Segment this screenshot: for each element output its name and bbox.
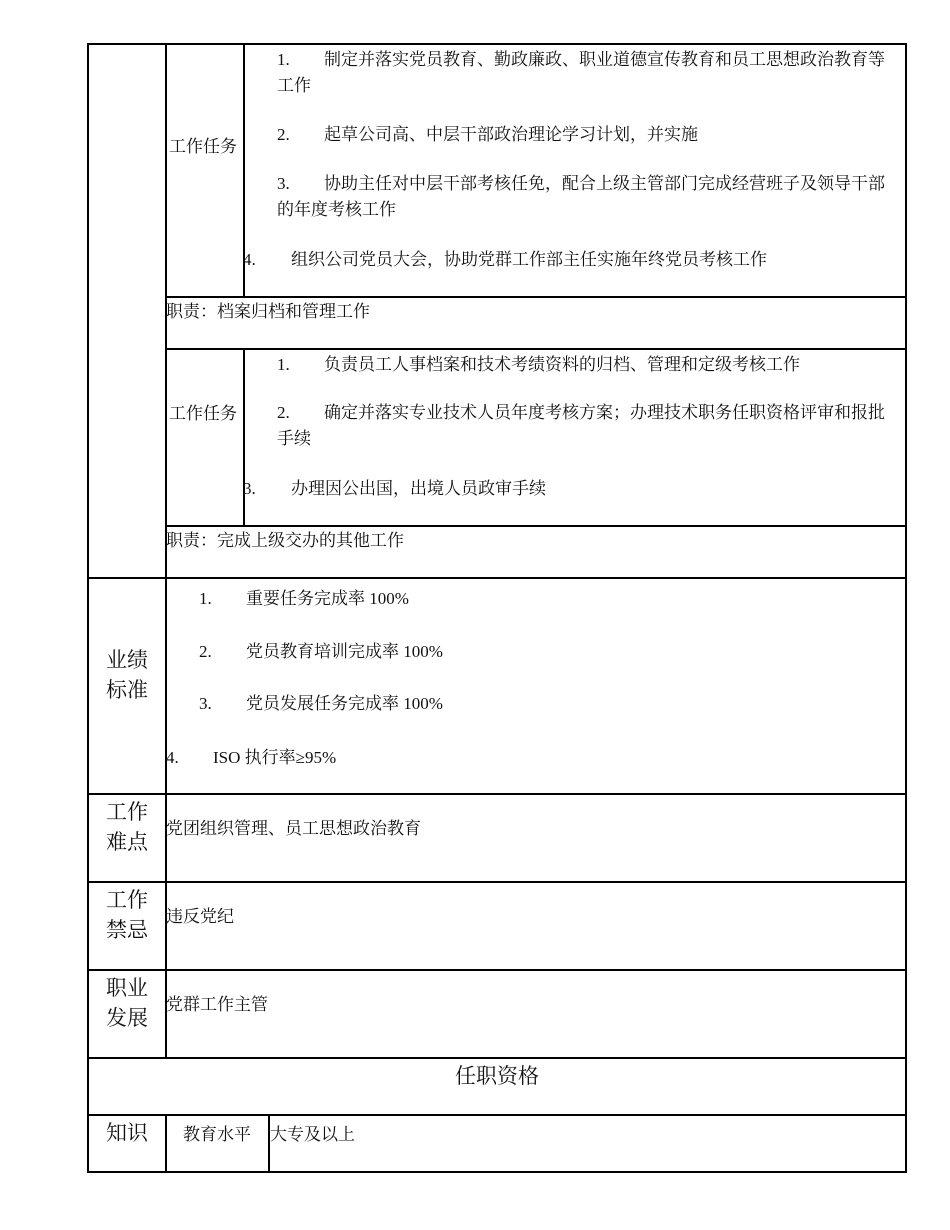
row-divider (87, 969, 907, 971)
career-value: 党群工作主管 (166, 995, 268, 1014)
row-divider (165, 348, 907, 350)
task-text: 确定并落实专业技术人员年度考核方案；办理技术职务任职资格评审和报批手续 (277, 403, 885, 448)
education-value: 大专及以上 (270, 1125, 355, 1144)
performance-number: 4. (166, 748, 179, 767)
performance-item: 党员发展任务完成率 100% (246, 694, 443, 713)
task-number: 4. (243, 250, 256, 269)
qualification-header: 任职资格 (455, 1064, 539, 1088)
duty-heading: 职责：完成上级交办的其他工作 (166, 531, 404, 550)
performance-item: 党员教育培训完成率 100% (246, 642, 443, 661)
border-left (87, 43, 89, 1173)
education-label: 教育水平 (183, 1125, 251, 1144)
border-bottom (87, 1171, 907, 1173)
task-text: 负责员工人事档案和技术考绩资料的归档、管理和定级考核工作 (324, 355, 800, 374)
task-text: 起草公司高、中层干部政治理论学习计划，并实施 (324, 125, 698, 144)
performance-number: 3. (199, 694, 212, 713)
performance-item: 重要任务完成率 100% (246, 589, 409, 608)
task-number: 2. (277, 403, 290, 422)
task-number: 3. (243, 479, 256, 498)
border-right (905, 43, 907, 1173)
career-label: 职业发展 (106, 976, 148, 1030)
row-divider (87, 1114, 907, 1116)
row-divider (87, 1057, 907, 1059)
row-divider (165, 296, 907, 298)
performance-label: 业绩标准 (106, 648, 148, 702)
taboo-label: 工作禁忌 (106, 888, 148, 942)
duty-heading: 职责：档案归档和管理工作 (166, 302, 370, 321)
border-top (87, 43, 907, 45)
task-text: 制定并落实党员教育、勤政廉政、职业道德宣传教育和员工思想政治教育等工作 (277, 50, 885, 95)
row-divider (87, 881, 907, 883)
task-text: 组织公司党员大会，协助党群工作部主任实施年终党员考核工作 (291, 250, 767, 269)
performance-number: 2. (199, 642, 212, 661)
row-divider (87, 577, 907, 579)
knowledge-label: 知识 (106, 1121, 148, 1145)
performance-item: ISO 执行率≥95% (213, 748, 337, 767)
task-number: 2. (277, 125, 290, 144)
difficulty-label: 工作难点 (106, 800, 148, 854)
row-divider (165, 525, 907, 527)
task-number: 1. (277, 50, 290, 69)
task-text: 办理因公出国，出境人员政审手续 (291, 479, 546, 498)
difficulty-value: 党团组织管理、员工思想政治教育 (166, 819, 421, 838)
task-label: 工作任务 (169, 137, 237, 156)
taboo-value: 违反党纪 (166, 907, 234, 926)
task-number: 3. (277, 174, 290, 193)
performance-number: 1. (199, 589, 212, 608)
row-divider (87, 793, 907, 795)
task-label: 工作任务 (169, 404, 237, 423)
task-number: 1. (277, 355, 290, 374)
task-text: 协助主任对中层干部考核任免，配合上级主管部门完成经营班子及领导干部的年度考核工作 (277, 174, 885, 219)
